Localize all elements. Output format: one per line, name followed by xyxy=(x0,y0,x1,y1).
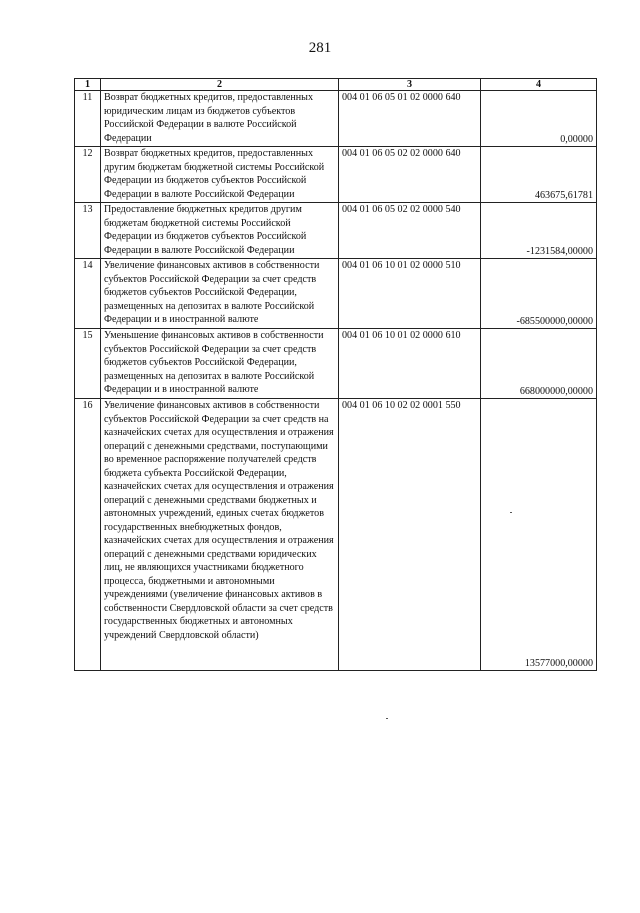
row-number: 14 xyxy=(75,259,101,329)
row-number: 16 xyxy=(75,399,101,671)
row-amount: -685500000,00000 xyxy=(481,259,597,329)
table-header-row xyxy=(75,79,597,91)
column-header-2: 2 xyxy=(101,79,339,91)
row-code: 004 01 06 05 01 02 0000 640 xyxy=(339,91,481,147)
table-row xyxy=(75,203,597,259)
row-number: 15 xyxy=(75,329,101,399)
row-code: 004 01 06 05 02 02 0000 640 xyxy=(339,147,481,203)
row-description: Предоставление бюджетных кредитов другим бюджетам бюджетной системы Российской Федерации из бюджетов субъектов Российской Федерации в валюте Российской Федерации xyxy=(101,203,339,259)
scan-speck xyxy=(386,718,388,719)
column-header-4: 4 xyxy=(481,79,597,91)
row-number: 12 xyxy=(75,147,101,203)
row-code: 004 01 06 10 01 02 0000 510 xyxy=(339,259,481,329)
row-code: 004 01 06 10 02 02 0001 550 xyxy=(339,399,481,671)
row-amount: 13577000,00000 xyxy=(481,399,597,671)
row-amount: 668000000,00000 xyxy=(481,329,597,399)
table-row xyxy=(75,259,597,329)
column-header-3: 3 xyxy=(339,79,481,91)
row-number: 13 xyxy=(75,203,101,259)
row-number: 11 xyxy=(75,91,101,147)
budget-sources-table xyxy=(74,78,597,671)
column-header-1: 1 xyxy=(75,79,101,91)
table-row xyxy=(75,147,597,203)
table-row xyxy=(75,329,597,399)
row-description: Увеличение финансовых активов в собственности субъектов Российской Федерации за счет средств бюджетов субъектов Российской Федерации, размещенных на депозитах в валюте Российской Федерации и в иностранной валюте xyxy=(101,259,339,329)
row-amount: 0,00000 xyxy=(481,91,597,147)
row-description: Возврат бюджетных кредитов, предоставленных другим бюджетам бюджетной системы Российской Федерации из бюджетов субъектов Российской Федерации в валюте Российской Федерации xyxy=(101,147,339,203)
row-description: Уменьшение финансовых активов в собственности субъектов Российской Федерации за счет средств бюджетов субъектов Российской Федерации, размещенных на депозитах в валюте Российской Федерации и в иностранной валюте xyxy=(101,329,339,399)
table-row xyxy=(75,399,597,671)
table-row xyxy=(75,91,597,147)
row-description: Возврат бюджетных кредитов, предоставленных юридическим лицам из бюджетов субъектов Российской Федерации в валюте Российской Федерации xyxy=(101,91,339,147)
row-code: 004 01 06 05 02 02 0000 540 xyxy=(339,203,481,259)
row-amount: -1231584,00000 xyxy=(481,203,597,259)
row-description: Увеличение финансовых активов в собственности субъектов Российской Федерации за счет средств на казначейских счетах для осуществления и отражения операций с денежными средствами, поступающими во временное распоряжение получателей средств бюджета субъекта Российской Федерации, казначейских счетах для осуществления и отражения операций с денежными средствами бюджетных и автономных учреждений, единых счетах бюджетов государственных внебюджетных фондов, казначейских счетах для осуществления и отражения операций с денежными средствами юридических лиц, не являющихся участниками бюджетного процесса, бюджетными и автономными учреждениями (увеличение финансовых активов в собственности Свердловской области за счет средств государственных бюджетных и автономных учреждений Свердловской области) xyxy=(101,399,339,671)
scan-speck xyxy=(510,512,512,513)
row-code: 004 01 06 10 01 02 0000 610 xyxy=(339,329,481,399)
row-amount: 463675,61781 xyxy=(481,147,597,203)
page-number: 281 xyxy=(308,40,332,56)
